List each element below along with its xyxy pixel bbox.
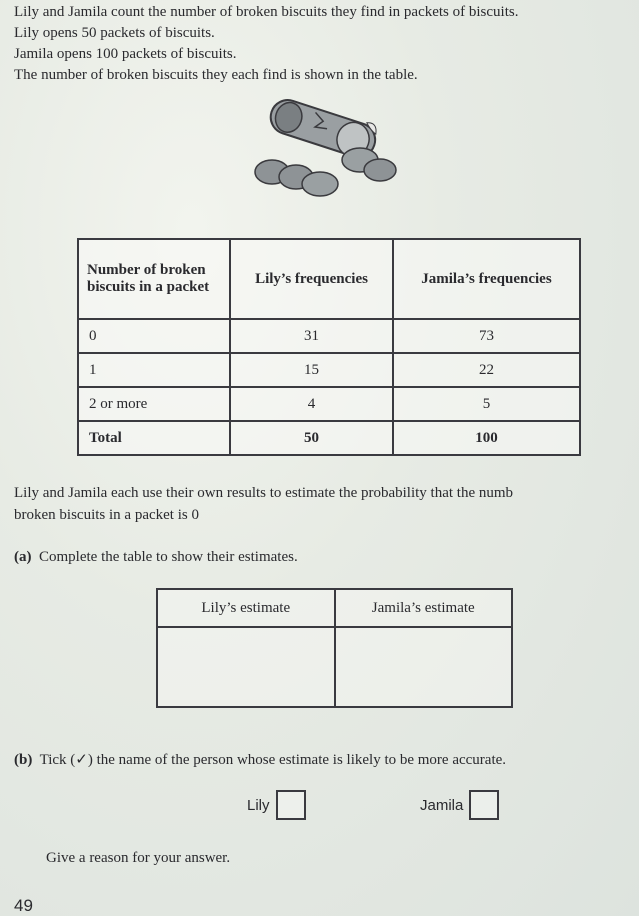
total-row (78, 421, 580, 455)
question-b-text: Tick (✓) the name of the person whose estimate is likely to be more accurate. (39, 752, 507, 768)
jamila-total: 100 (393, 421, 580, 455)
jamila-frequency: 22 (393, 353, 580, 387)
lily-frequency: 15 (230, 353, 393, 387)
estimate-table-header-row (157, 589, 512, 627)
header-jamila-frequencies: Jamila’s frequencies (393, 239, 580, 319)
header-jamila-estimate: Jamila’s estimate (335, 589, 513, 627)
option-lily-label: Lily (247, 796, 270, 814)
intro-line-3: Jamila opens 100 packets of biscuits. (14, 46, 237, 62)
option-lily (247, 790, 306, 820)
row-label: 0 (78, 319, 230, 353)
table-row (78, 319, 580, 353)
header-lily-estimate: Lily’s estimate (157, 589, 335, 627)
lily-tick-box[interactable] (276, 790, 306, 820)
lily-frequency: 4 (230, 387, 393, 421)
question-a (14, 549, 298, 566)
option-jamila-label: Jamila (420, 796, 464, 814)
intro-line-4: The number of broken biscuits they each find is shown in the table. (14, 67, 418, 83)
frequency-table (77, 238, 581, 456)
table-row (78, 387, 580, 421)
paragraph-line-2: broken biscuits in a packet is 0 (14, 507, 199, 523)
reason-prompt: Give a reason for your answer. (46, 850, 231, 866)
page-number: 49 (14, 896, 33, 915)
table-row (78, 353, 580, 387)
intro-text (14, 2, 518, 86)
frequency-table-header-row (78, 239, 580, 319)
row-label: 2 or more (78, 387, 230, 421)
biscuit-packet-illustration (248, 98, 398, 203)
estimate-answer-row (157, 627, 512, 707)
header-lily-frequencies: Lily’s frequencies (230, 239, 393, 319)
total-label: Total (78, 421, 230, 455)
question-b (14, 750, 506, 769)
jamila-estimate-cell[interactable] (335, 627, 513, 707)
jamila-frequency: 5 (393, 387, 580, 421)
lily-estimate-cell[interactable] (157, 627, 335, 707)
option-jamila (420, 790, 499, 820)
intro-line-2: Lily opens 50 packets of biscuits. (14, 25, 215, 41)
jamila-frequency: 73 (393, 319, 580, 353)
lily-frequency: 31 (230, 319, 393, 353)
intro-line-1: Lily and Jamila count the number of broken biscuits they find in packets of biscuits. (14, 4, 519, 20)
question-a-label: (a) (14, 549, 32, 565)
lily-total: 50 (230, 421, 393, 455)
header-broken-biscuits: Number of broken biscuits in a packet (78, 239, 230, 319)
paragraph-line-1: Lily and Jamila each use their own results to estimate the probability that the numb (14, 485, 514, 501)
jamila-tick-box[interactable] (469, 790, 499, 820)
row-label: 1 (78, 353, 230, 387)
question-b-label: (b) (14, 752, 33, 768)
estimate-paragraph (14, 482, 639, 526)
estimate-table (156, 588, 513, 708)
question-a-text: Complete the table to show their estimates. (39, 549, 298, 565)
